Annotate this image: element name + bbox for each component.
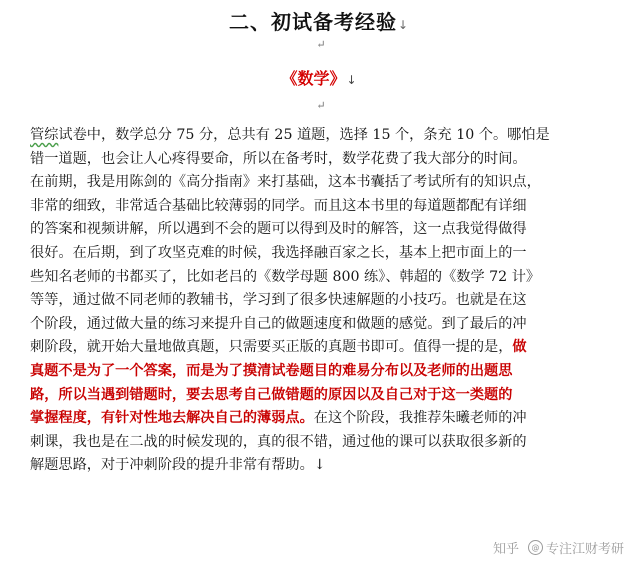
text-line (30, 266, 618, 290)
text-line (30, 218, 618, 242)
section-heading-text: 二、初试备考经验 (228, 10, 397, 34)
text-line (30, 431, 618, 455)
text-segment: 等等，通过做不同老师的教辅书，学习到了很多快速解题的小技巧。也就是在这 (30, 292, 527, 309)
text-segment: 很好。在后期，到了攻坚克难的时候，我选择融百家之长，基本上把市面上的一 (30, 244, 527, 261)
text-segment: 非常的细致，非常适合基础比较薄弱的同学。而且这本书里的每道题都配有详细 (30, 197, 527, 214)
watermark-author: 专注江财考研 (545, 542, 624, 557)
emphasis-text: 路，所以当遇到错题时，要去思考自己做错题的原因以及自己对于这一类题的 (30, 386, 513, 403)
zhihu-watermark (493, 538, 624, 557)
text-segment: 个阶段，通过做大量的练习来提升自己的做题速度和做题的感觉。到了最后的冲 (30, 315, 527, 332)
text-segment: 解题思路，对于冲刺阶段的提升非常有帮助。↓ (30, 457, 326, 474)
text-line (30, 336, 618, 360)
at-sign-icon: @ (528, 540, 543, 555)
text-segment: 错一道题，也会让人心疼得要命，所以在备考时，数学花费了我大部分的时间。 (30, 150, 527, 167)
text-line (30, 171, 618, 195)
text-segment: 试卷中，数学总分 75 分，总共有 25 道题，选择 15 个，条充 10 个。哪怕是 (58, 127, 550, 143)
paragraph-mark: ↵ (316, 38, 326, 51)
text-segment: 的答案和视频讲解，所以遇到不会的题可以得到及时的解答，这一点我觉得做得 (30, 221, 527, 238)
watermark-site: 知乎 (492, 542, 519, 557)
text-line (30, 407, 618, 431)
text-segment: 刺阶段，就开始大量地做真题，只需要买正版的真题书即可。值得一提的是， (30, 339, 513, 356)
paragraph-mark: ↵ (316, 99, 326, 112)
text-segment: 在前期，我是用陈剑的《高分指南》来打基础，这本书囊括了考试所有的知识点， (30, 174, 541, 191)
text-segment: 管综 (30, 127, 59, 143)
text-line (30, 313, 618, 337)
text-segment: 在这个阶段，我推荐朱曦老师的冲 (313, 410, 527, 427)
subheading-break-mark: ↓ (346, 73, 357, 87)
math-subheading-text: 《数学》 (281, 69, 346, 88)
text-line (30, 289, 618, 313)
text-line (30, 148, 618, 172)
body-paragraph (30, 124, 618, 478)
text-line (30, 195, 618, 219)
emphasis-text: 真题不是为了一个答案，而是为了摸清试卷题目的难易分布以及老师的出题思 (30, 362, 513, 379)
text-line (30, 384, 618, 408)
text-line (30, 360, 618, 384)
text-line (30, 454, 618, 478)
emphasis-text: 做 (512, 339, 527, 356)
text-segment: 些知名老师的书都买了，比如老吕的《数学母题 800 练》、韩超的《数学 72 计》 (30, 268, 541, 285)
section-heading (0, 6, 638, 35)
emphasis-text: 掌握程度，有针对性地去解决自己的薄弱点。 (30, 410, 314, 427)
math-subheading (0, 66, 638, 89)
heading-break-mark: ↓ (397, 18, 410, 32)
text-segment: 刺课，我也是在二战的时候发现的，真的很不错，通过他的课可以获取很多新的 (30, 433, 527, 450)
text-line (30, 242, 618, 266)
text-line (30, 124, 618, 148)
